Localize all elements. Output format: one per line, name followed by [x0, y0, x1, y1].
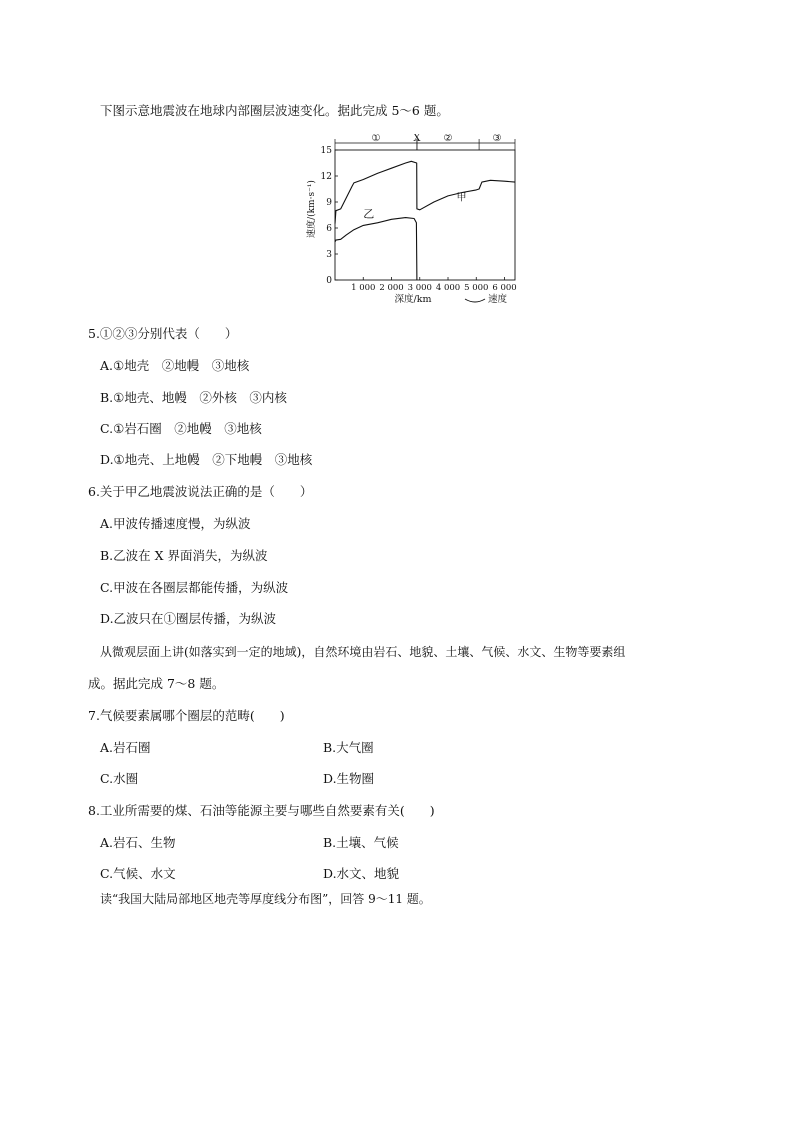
q8-option-d[interactable]: D.水文、地貌 [323, 866, 400, 881]
q6-option-a[interactable]: A.甲波传播速度慢，为纵波 [100, 516, 251, 531]
q6-option-d[interactable]: D.乙波只在①圈层传播，为纵波 [100, 611, 277, 626]
y-axis-label: 速度/(km·s⁻¹) [307, 180, 317, 238]
x-axis-label: 深度/km [394, 294, 432, 305]
legend-line [465, 299, 485, 302]
series-line-yi [335, 218, 417, 280]
legend-label: 速度 [488, 294, 508, 305]
q7-option-c[interactable]: C.水圈 [100, 771, 139, 786]
zone-label: ③ [492, 134, 502, 144]
q6-stem: 6.关于甲乙地震波说法正确的是（ ） [88, 484, 313, 499]
y-tick-label: 12 [320, 172, 332, 182]
plot-frame [335, 150, 515, 280]
q5-option-c[interactable]: C.①岩石圈 ②地幔 ③地核 [100, 421, 262, 436]
q8-option-b[interactable]: B.土壤、气候 [323, 835, 399, 850]
q6-option-b[interactable]: B.乙波在 X 界面消失，为纵波 [100, 548, 268, 563]
q7-option-d[interactable]: D.生物圈 [323, 771, 375, 786]
zone-label: ② [443, 134, 453, 144]
x-tick-label: 4 000 [435, 283, 461, 293]
q7-stem: 7.气候要素属哪个圈层的范畴( ) [88, 708, 285, 723]
q5-option-a[interactable]: A.①地壳 ②地幔 ③地核 [100, 358, 250, 373]
intro-2-line-1: 从微观层面上讲(如落实到一定的地域)，自然环境由岩石、地貌、土壤、气候、水文、生物等要素组 [100, 645, 626, 659]
q8-stem: 8.工业所需要的煤、石油等能源主要与哪些自然要素有关( ) [88, 803, 435, 818]
q5-stem: 5.①②③分别代表（ ） [88, 326, 238, 341]
x-tick-label: 3 000 [407, 283, 432, 293]
intro-3: 读“我国大陆局部地区地壳等厚度线分布图”，回答 9～11 题。 [100, 892, 431, 906]
y-tick-label: 0 [326, 276, 332, 286]
x-tick-label: 1 000 [351, 283, 376, 293]
zone-label: X [413, 134, 421, 144]
q7-option-b[interactable]: B.大气圈 [323, 740, 374, 755]
q7-option-a[interactable]: A.岩石圈 [100, 740, 151, 755]
intro-1: 下图示意地震波在地球内部圈层波速变化。据此完成 5～6 题。 [100, 103, 449, 118]
q8-option-c[interactable]: C.气候、水文 [100, 866, 176, 881]
y-tick-label: 15 [320, 146, 332, 156]
series-label-yi: 乙 [363, 207, 375, 221]
y-tick-label: 6 [326, 224, 332, 234]
series-label-jia: 甲 [456, 192, 467, 204]
zone-label: ① [371, 134, 381, 144]
x-tick-label: 5 000 [464, 283, 489, 293]
q5-option-b[interactable]: B.①地壳、地幔 ②外核 ③内核 [100, 390, 287, 405]
y-tick-label: 3 [326, 250, 332, 260]
x-tick-label: 2 000 [379, 283, 404, 293]
seismic-wave-chart [300, 134, 530, 306]
q6-option-c[interactable]: C.甲波在各圈层都能传播，为纵波 [100, 580, 289, 595]
y-tick-label: 9 [326, 198, 332, 208]
intro-2-line-2: 成。据此完成 7～8 题。 [88, 676, 225, 691]
q8-option-a[interactable]: A.岩石、生物 [100, 835, 176, 850]
x-tick-label: 6 000 [492, 283, 517, 293]
series-line-jia [335, 161, 515, 223]
q5-option-d[interactable]: D.①地壳、上地幔 ②下地幔 ③地核 [100, 452, 313, 467]
